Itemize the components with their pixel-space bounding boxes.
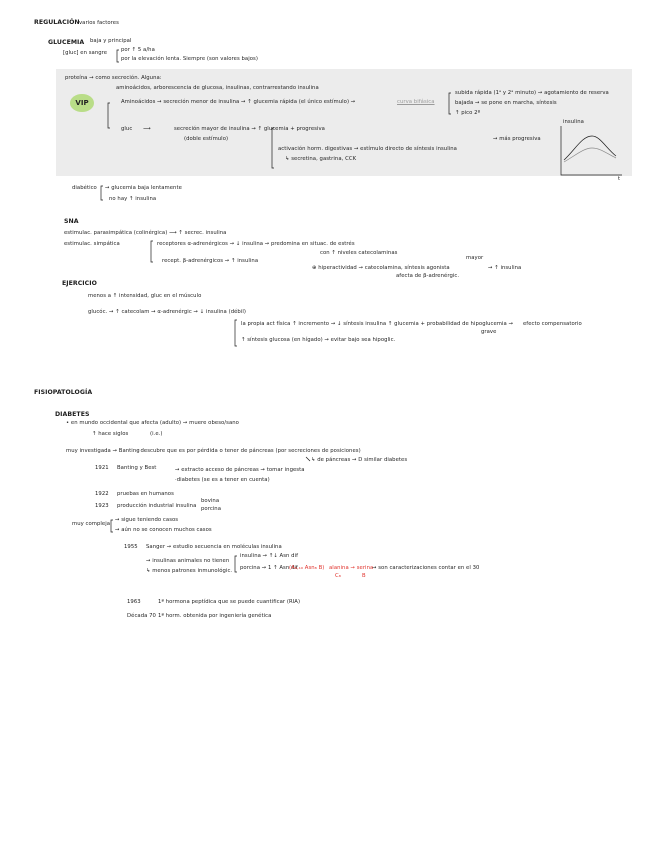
d-line2b: · descubre que es por pérdida o tener de páncreas (por secreciones de posiciones)	[137, 448, 361, 454]
ej-line4: ↑ síntesis glucosa (en hígado) → evitar bajo sea hipoglic.	[241, 337, 396, 343]
glu-line1a: [gluc] en sangre	[63, 50, 108, 56]
sna-line4c: → ↑ insulina	[488, 265, 522, 271]
brace-box	[108, 103, 110, 128]
d-line8d: (A₈,₁₀ Asn₈ B)	[289, 565, 325, 571]
heading-ejercicio: EJERCICIO	[62, 280, 97, 287]
d-line8h: B	[362, 573, 366, 579]
sna-line2b: receptores α-adrenérgicos → ↓ insulina → predomina en situac. de estrés	[157, 241, 355, 247]
d-line5b: producción industrial insulina	[117, 503, 197, 509]
brace-sna	[151, 241, 153, 262]
sna-line2c: con ↑ niveles catecolaminas	[320, 250, 398, 256]
regulacion-sub: varios factores	[79, 20, 119, 26]
d-line1b: ↑ hace siglos	[92, 431, 129, 437]
sna-line2a: estimulac. simpática	[64, 241, 120, 247]
d-line3a: 1921	[95, 465, 109, 471]
box-line3f: ↳ secretina, gastrina, CCK	[285, 156, 357, 162]
box-line2a: Aminoácidos → secreción menor de insulina → ↑ glucemia rápida (el único estímulo) →	[121, 99, 356, 105]
d-line5c: bovina	[201, 498, 220, 504]
d-line2c: ↳ de páncreas → D similar diabetes	[311, 457, 408, 463]
d-line2a: muy investigada → Banting	[66, 448, 140, 454]
ej-line3b: efecto compensatorio	[523, 321, 582, 327]
heading-diabetes: DIABETES	[55, 411, 90, 418]
heading-glucemia: GLUCEMIA	[48, 39, 85, 46]
d-line11a: Década 70	[127, 613, 156, 619]
d-line8a: → insulinas animales no tienen	[146, 558, 230, 564]
d-line7b: Sanger → estudio secuencia en moléculas insulina	[146, 544, 282, 550]
graph-label: insulina	[563, 119, 584, 125]
box-line3e: → más progresiva	[493, 136, 541, 142]
brace-ejercicio	[235, 320, 237, 346]
d-line4b: pruebas en humanos	[117, 491, 174, 497]
box-line2b: curva bifásica	[397, 99, 435, 105]
box-right2: bajada → se pone en marcha, síntesis	[455, 100, 557, 106]
glu-line1b: por ↑ 5 a/ha	[121, 47, 155, 53]
diab-b: → glucemia baja lentamente	[105, 185, 182, 191]
d-line11b: 1ª horm. obtenida por ingeniería genética	[158, 613, 272, 619]
sna-line3: recept. β-adrenérgicos → ↑ insulina	[162, 258, 259, 264]
sna-line4a: ⊕ hiperactividad → catecolamina, síntesis agonista	[312, 265, 450, 271]
box-line3c: (doble estímulo)	[184, 136, 229, 142]
brace-gluc	[272, 128, 274, 168]
box-line3a: gluc	[121, 126, 133, 132]
d-line10a: 1963	[127, 599, 141, 605]
glu-line1c: por la elevación lenta. Siempre (son valores bajos)	[121, 56, 258, 62]
brace-glucemia	[117, 50, 119, 62]
brace-porcina	[235, 556, 237, 572]
d-line3d: ·diabetes (se es a tener en cuenta)	[175, 477, 270, 483]
ej-line2: glucóc. → ↑ catecolam → α-adrenérgic → ↓ insulina (débil)	[88, 309, 246, 315]
box-line1: aminoácidos, arborescencia de glucosa, insulinas, contrarrestando insulina	[116, 85, 319, 91]
d-line6a: muy compleja	[72, 521, 111, 527]
d-line8f: → son caracterizaciones contar en el 30	[372, 565, 480, 571]
heading-fisiopatologia: FISIOPATOLOGÍA	[34, 389, 93, 396]
d-line10b: 1ª hormona peptídica que se puede cuantificar (RIA)	[158, 599, 301, 605]
d-line8g: C₈	[335, 573, 341, 579]
brace-curve	[449, 93, 451, 114]
d-line9: ↳ menos patrones inmunológic.	[146, 568, 233, 574]
d-line5d: porcina	[201, 506, 222, 512]
d-line1: • en mundo occidental que afecta (adulto) → muere obeso/sano	[66, 420, 239, 426]
d-line4a: 1922	[95, 491, 109, 497]
vip-label: VIP	[75, 99, 89, 107]
connector-pancreas	[306, 457, 310, 461]
diab-a: diabético	[72, 185, 97, 191]
brace-diabetico	[101, 186, 103, 200]
d-line6c: → aún no se conocen muchos casos	[115, 527, 212, 533]
d-line6b: → sigue teniendo casos	[115, 517, 179, 523]
ej-line1: menos a ↑ intensidad, gluc en el músculo	[88, 293, 202, 299]
glucemia-sub: baja y principal	[90, 38, 132, 44]
graph-axis-t: t	[618, 176, 621, 182]
insulin-graph	[561, 126, 622, 175]
d-line3b: Banting y Best	[117, 465, 157, 471]
box-title: proteína → como secreción. Alguna:	[65, 75, 162, 81]
box-right1: subida rápida (1ᵃ y 2ᵃ minuto) → agotamiento de reserva	[455, 90, 609, 96]
d-line8b: insulina → ↑↓ Asn dif	[240, 553, 299, 559]
ej-line3a: la propia act física ↑ incremento → ↓ síntesis insulina ↑ glucemia + probabilidad de hipoglucemia →	[241, 321, 514, 327]
d-line1c: (i.e.)	[150, 431, 163, 437]
box-line3b: secreción mayor de insulina → ↑ glucemia + progresiva	[174, 126, 325, 132]
box-line3-arrow: ⟶	[143, 126, 151, 132]
d-line8c: porcina → 1 ↑ Asn dif	[240, 565, 298, 571]
d-line7a: 1955	[124, 544, 138, 550]
sna-line4b: afecta de β-adrenérgic.	[396, 273, 460, 279]
box-line3d: activación horm. digestivas → estímulo directo de síntesis insulina	[278, 146, 457, 152]
sna-line1: estimulac. parasimpática (colinérgica) ⟶ ↑ secrec. insulina	[64, 230, 227, 236]
heading-sna: SNA	[64, 218, 79, 225]
d-line5a: 1923	[95, 503, 109, 509]
brace-compleja	[111, 520, 113, 532]
ej-line3c: grave	[481, 329, 497, 335]
d-line8e: alanina → serina	[329, 565, 374, 571]
sna-line4d: mayor	[466, 255, 484, 261]
d-line3c: → extracto acceso de páncreas → tomar ingesta	[175, 467, 305, 473]
diab-c: no hay ↑ insulina	[109, 196, 157, 202]
box-right3: ↑ pico 2º	[455, 110, 481, 116]
heading-regulacion: REGULACIÓN	[34, 19, 80, 26]
